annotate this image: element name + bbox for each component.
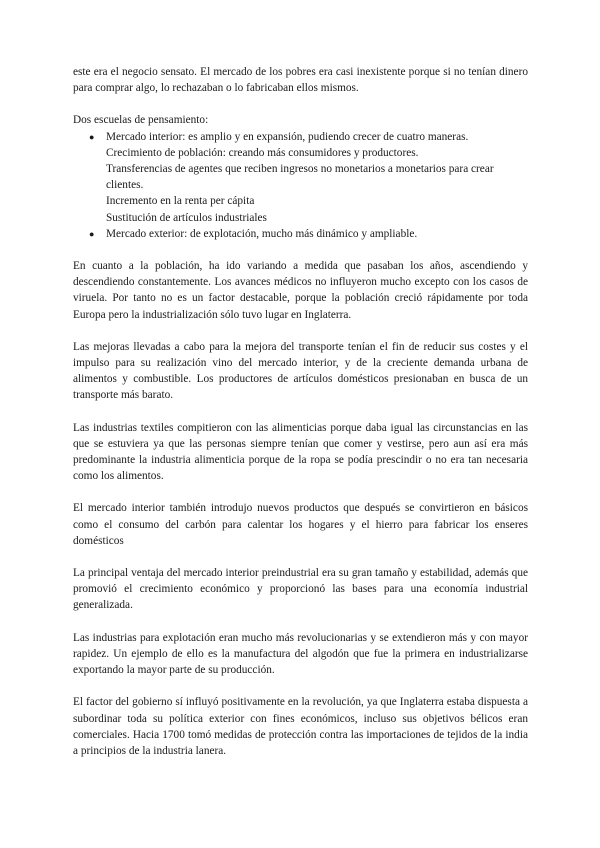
bullet-icon: ● (89, 131, 95, 142)
paragraph-continuation: este era el negocio sensato. El mercado de los pobres era casi inexistente porque si no tenían dinero para comprar algo, lo rechazaban o lo fabricaban ellos mismos. (73, 66, 528, 95)
bullet-icon: ● (89, 228, 95, 239)
paragraph-transport: Las mejoras llevadas a cabo para la mejora del transporte tenían el fin de reducir sus costes y el impulso para su realización vino del mercado interior, y de la creciente demanda urbana de alimentos y combustible. Los productores de artículos domésticos presionaban en busca de un transporte más barato. (73, 340, 528, 402)
list-item-text: Mercado exterior: de explotación, mucho más dinámico y ampliable. (106, 227, 418, 240)
list-item-external-market (89, 226, 528, 242)
list-item-internal-market (89, 129, 528, 226)
paragraph-population: En cuanto a la población, ha ido variando a medida que pasaban los años, ascendiendo y descendiendo constantemente. Los avances médicos no influyeron mucho excepto con los casos de viruela. Por tanto no es un factor destacable, porque la población creció rápidamente por toda Europa pero la industrialización sólo tuvo lugar en Inglaterra. (73, 260, 528, 321)
paragraph-textile-industries: Las industrias textiles compitieron con las alimenticias porque daba igual las circunstancias en las que se estuviera ya que las personas siempre tenían que comer y vestirse, pero aun así era más predominante la industria alimenticia porque de la ropa se podía prescindir o no era tan necesaria como los alimentos. (73, 421, 528, 483)
document-body (73, 64, 528, 775)
sub-item: Transferencias de agentes que reciben ingresos no monetarios a monetarios para crear clientes. (106, 163, 494, 192)
sub-item: Crecimiento de población: creando más consumidores y productores. (106, 146, 419, 159)
sub-item: Incremento en la renta per cápita (106, 195, 255, 208)
paragraph-internal-market-advantage: La principal ventaja del mercado interior preindustrial era su gran tamaño y estabilidad, además que promovió el crecimiento económico y proporcionó las bases para una economía industrial generalizada. (73, 567, 528, 612)
paragraph-export-industries: Las industrias para explotación eran mucho más revolucionarias y se extendieron más y con mayor rapidez. Un ejemplo de ello es la manufactura del algodón que fue la primera en industrializarse exportando la mayor parte de su producción. (73, 631, 528, 677)
schools-intro: Dos escuelas de pensamiento: (73, 114, 209, 127)
schools-list (73, 129, 528, 242)
list-item-text: Mercado interior: es amplio y en expansión, pudiendo crecer de cuatro maneras. (106, 130, 469, 143)
paragraph-government: El factor del gobierno sí influyó positivamente en la revolución, ya que Inglaterra estaba dispuesta a subordinar toda su política exterior con fines económicos, incluso sus objetivos bélicos eran comerciales. Hacia 1700 tomó medidas de protección contra las importaciones de tejidos de la india a principios de la industria lanera. (73, 696, 528, 757)
paragraph-new-products: El mercado interior también introdujo nuevos productos que después se convirtieron en básicos como el consumo del carbón para calentar los hogares y el hierro para fabricar los enseres domésticos (73, 502, 528, 547)
sub-item: Sustitución de artículos industriales (106, 211, 267, 224)
